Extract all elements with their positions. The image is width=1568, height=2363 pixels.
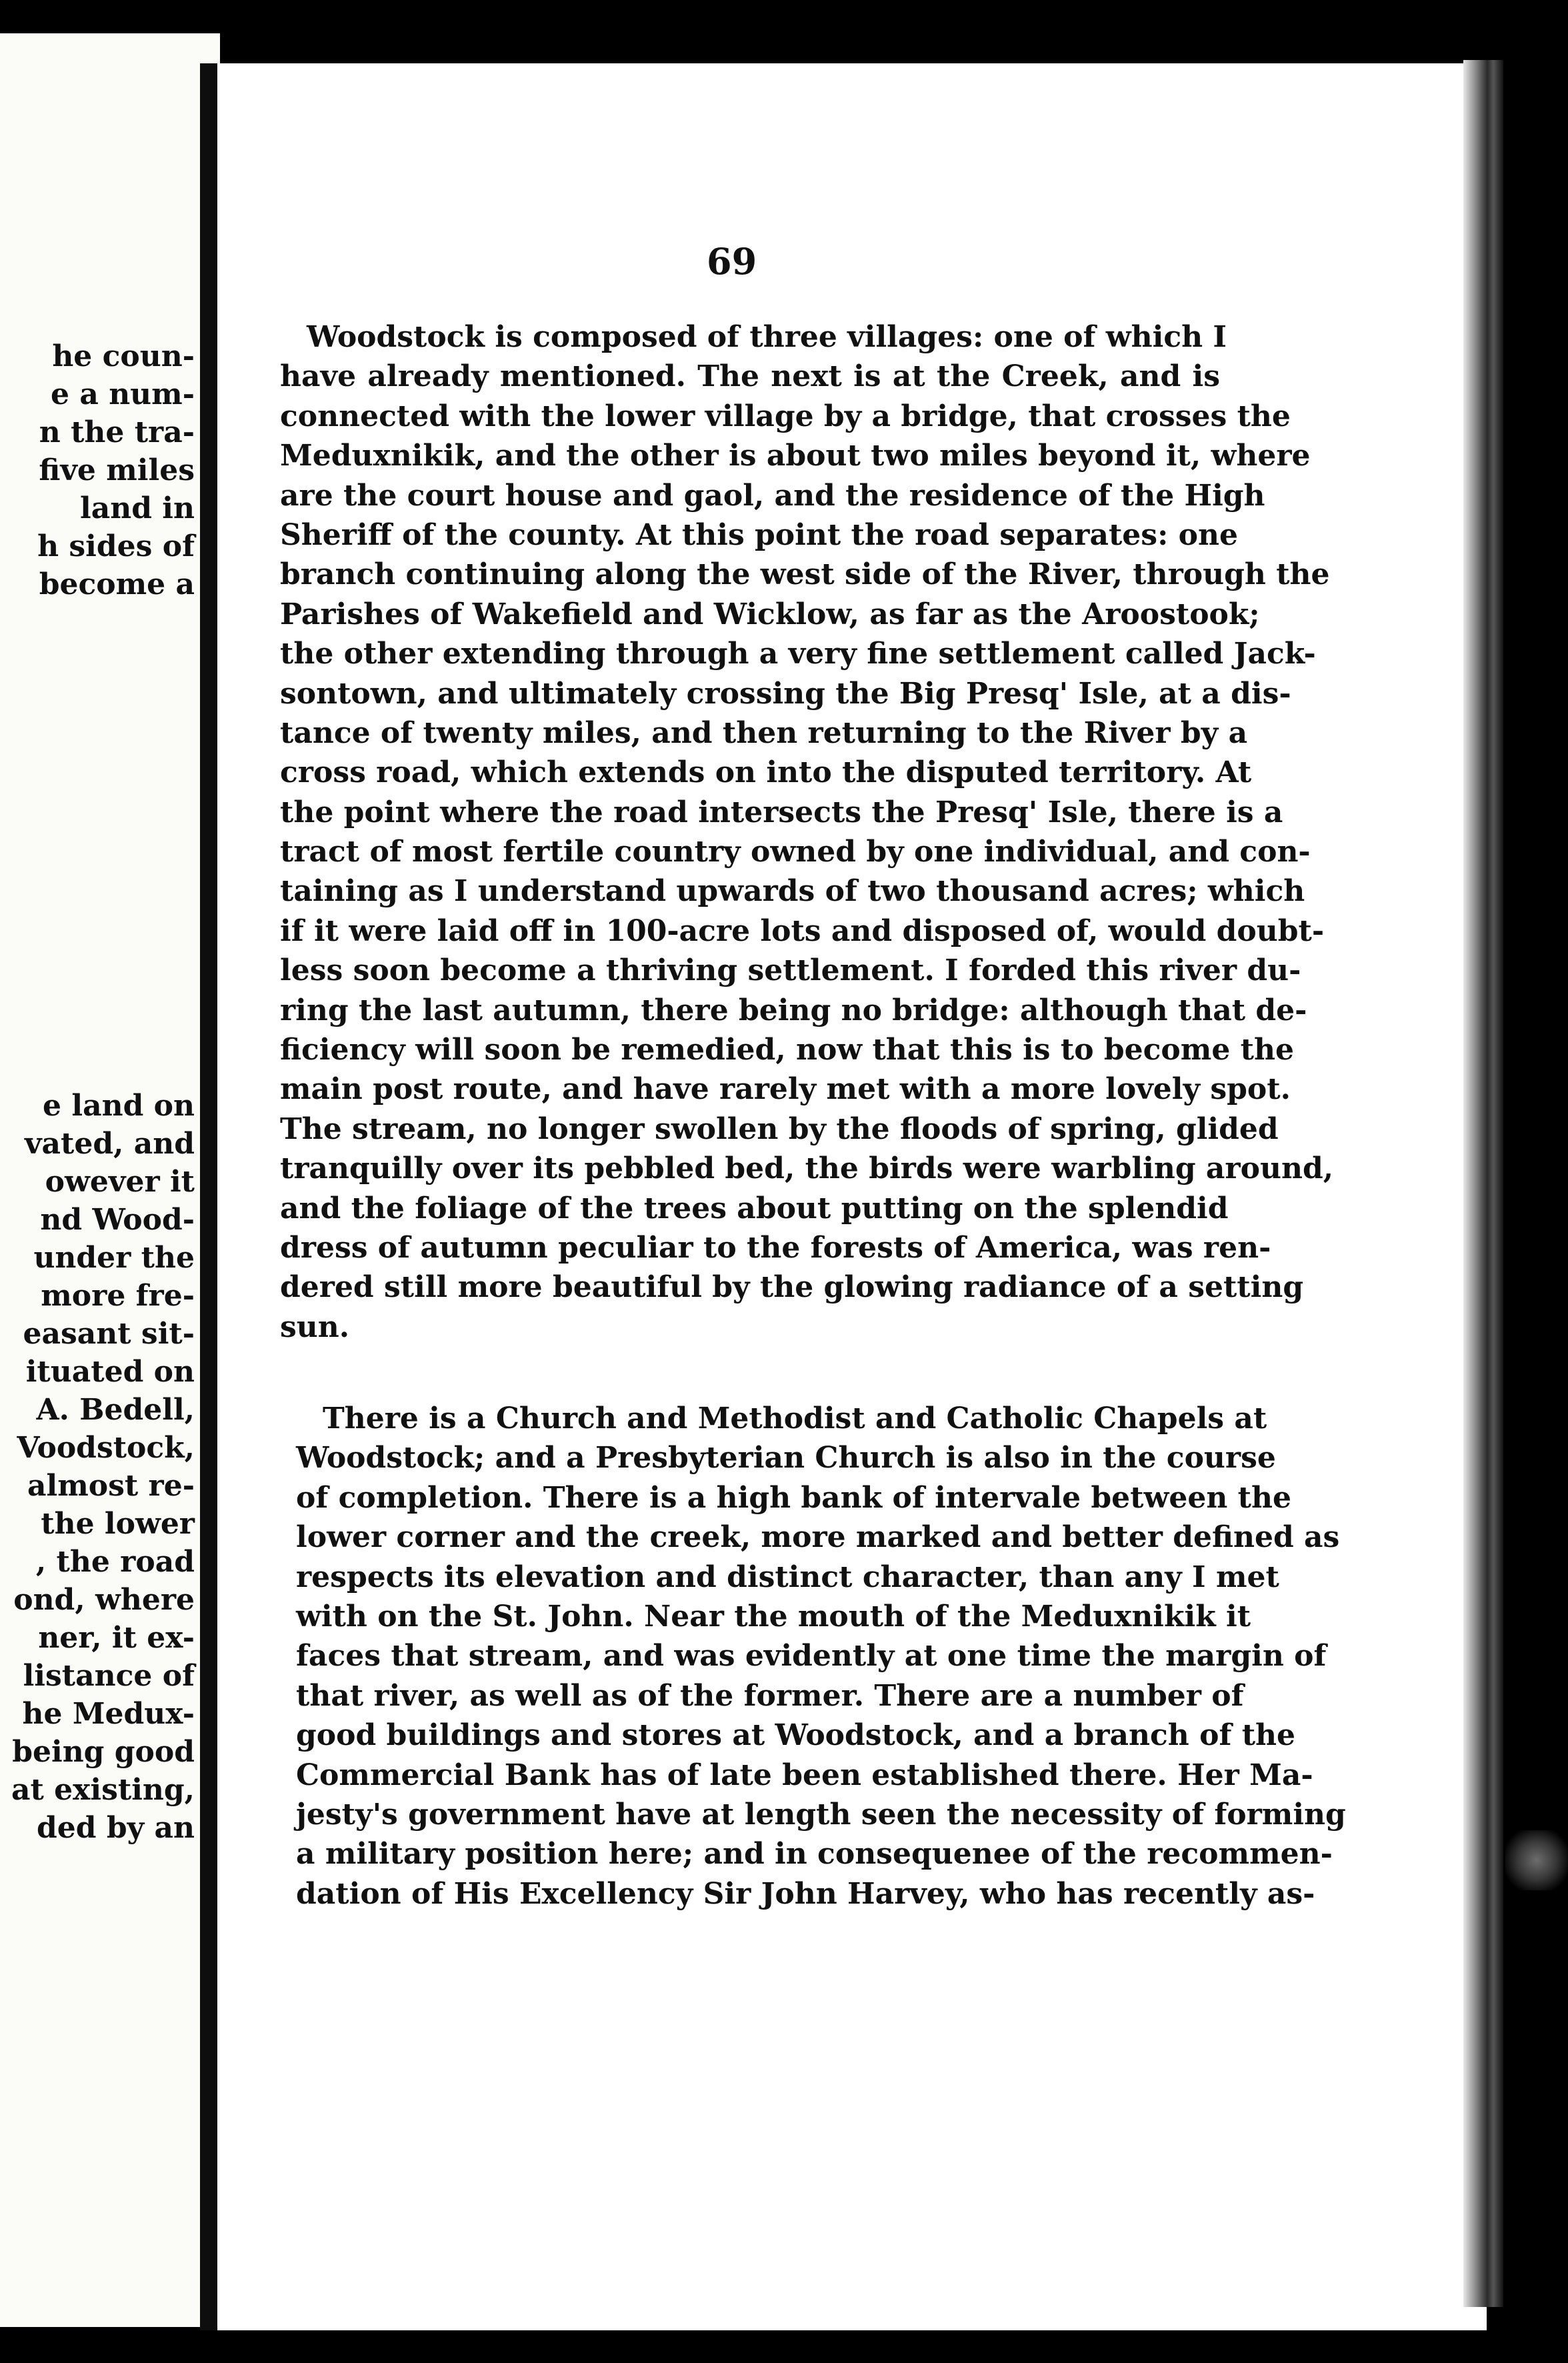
text-line: tract of most fertile country owned by one individual, and con-	[280, 835, 1311, 869]
text-line: main post route, and have rarely met with a more lovely spot.	[280, 1072, 1291, 1107]
paragraph-2	[296, 1399, 1346, 1914]
text-line: The stream, no longer swollen by the floods of spring, glided	[280, 1111, 1279, 1146]
text-line: and the foliage of the trees about putting on the splendid	[280, 1191, 1229, 1226]
text-line: have already mentioned. The next is at the Creek, and is	[280, 359, 1220, 394]
text-line: Woodstock is composed of three villages: one of which I	[307, 320, 1227, 354]
left-fragment-line: ituated on	[25, 1355, 195, 1389]
text-line: that river, as well as of the former. There are a number of	[296, 1678, 1244, 1713]
page-edge	[1463, 60, 1503, 2307]
text-line: cross road, which extends on into the disputed territory. At	[280, 755, 1252, 790]
paragraph-1	[280, 317, 1334, 1347]
left-fragment-line: n the tra-	[39, 415, 195, 449]
left-fragment-line: become a	[39, 567, 195, 601]
text-line: less soon become a thriving settlement. I forded this river du-	[280, 953, 1301, 988]
text-line: if it were laid off in 100-acre lots and disposed of, would doubt-	[280, 913, 1325, 948]
left-page-fragments-top	[0, 337, 220, 603]
text-line: tranquilly over its pebbled bed, the birds were warbling around,	[280, 1151, 1334, 1186]
text-line: the point where the road intersects the Presq' Isle, there is a	[280, 795, 1283, 829]
left-fragment-line: he Medux-	[22, 1697, 195, 1731]
left-fragment-line: vated, and	[24, 1127, 195, 1161]
left-fragment-line: ner, it ex-	[38, 1621, 195, 1655]
left-fragment-line: almost re-	[27, 1469, 195, 1503]
left-fragment-line: ded by an	[37, 1811, 195, 1845]
left-fragment-line: nd Wood-	[40, 1203, 195, 1237]
left-fragment-line: easant sit-	[23, 1317, 195, 1351]
text-line: branch continuing along the west side of the River, through the	[280, 557, 1330, 592]
left-fragment-line: owever it	[45, 1165, 195, 1199]
text-line: faces that stream, and was evidently at one time the margin of	[296, 1639, 1327, 1674]
text-line: with on the St. John. Near the mouth of the Meduxnikik it	[296, 1599, 1251, 1634]
left-fragment-line: land in	[79, 491, 195, 525]
text-line: dress of autumn peculiar to the forests of America, was ren-	[280, 1230, 1271, 1265]
left-fragment-line: the lower	[41, 1507, 195, 1541]
text-line: Woodstock; and a Presbyterian Church is also in the course	[296, 1441, 1276, 1476]
left-fragment-line: more fre-	[41, 1279, 195, 1313]
text-line: ring the last autumn, there being no bridge: although that de-	[280, 993, 1307, 1027]
text-line: sontown, and ultimately crossing the Big Presq' Isle, at a dis-	[280, 676, 1291, 711]
text-line: sun.	[280, 1310, 350, 1344]
scan-smudge	[1505, 1830, 1568, 1890]
text-line: lower corner and the creek, more marked and better defined as	[296, 1520, 1340, 1555]
left-fragment-line: listance of	[23, 1659, 195, 1693]
left-fragment-line: e land on	[43, 1089, 195, 1123]
text-line: dation of His Excellency Sir John Harvey, who has recently as-	[296, 1876, 1315, 1911]
text-line: dered still more beautiful by the glowing radiance of a setting	[280, 1270, 1304, 1305]
text-line: Sheriff of the county. At this point the road separates: one	[280, 517, 1238, 552]
left-fragment-line: he coun-	[52, 339, 195, 373]
text-line: Commercial Bank has of late been established there. Her Ma-	[296, 1758, 1313, 1792]
left-fragment-line: Voodstock,	[17, 1431, 195, 1465]
left-facing-page	[0, 33, 220, 2327]
left-fragment-line: five miles	[39, 453, 195, 487]
left-fragment-line: ond, where	[13, 1583, 195, 1617]
left-fragment-line: being good	[12, 1735, 195, 1769]
text-line: Meduxnikik, and the other is about two miles beyond it, where	[280, 439, 1311, 473]
left-page-fragments-bottom	[0, 1087, 220, 1847]
text-line: tance of twenty miles, and then returning to the River by a	[280, 715, 1248, 750]
left-fragment-line: at existing,	[11, 1773, 195, 1807]
text-line: of completion. There is a high bank of intervale between the	[296, 1480, 1291, 1515]
left-fragment-line: A. Bedell,	[36, 1393, 195, 1427]
page-number: 69	[707, 240, 757, 283]
text-line: the other extending through a very fine settlement called Jack-	[280, 637, 1316, 671]
left-fragment-line: under the	[33, 1241, 195, 1275]
text-line: respects its elevation and distinct character, than any I met	[296, 1560, 1279, 1594]
left-fragment-line: e a num-	[51, 377, 195, 411]
text-line: good buildings and stores at Woodstock, and a branch of the	[296, 1718, 1296, 1753]
text-line: are the court house and gaol, and the residence of the High	[280, 478, 1265, 513]
left-fragment-line: h sides of	[37, 529, 195, 563]
text-line: There is a Church and Methodist and Catholic Chapels at	[323, 1402, 1267, 1436]
text-line: Parishes of Wakefield and Wicklow, as far as the Aroostook;	[280, 597, 1260, 631]
text-line: connected with the lower village by a bridge, that crosses the	[280, 399, 1291, 433]
left-fragment-line: , the road	[35, 1545, 195, 1579]
text-line: taining as I understand upwards of two thousand acres; which	[280, 874, 1305, 909]
text-line: a military position here; and in consequenee of the recommen-	[296, 1837, 1333, 1872]
text-line: ficiency will soon be remedied, now that this is to become the	[280, 1033, 1294, 1067]
text-line: jesty's government have at length seen the necessity of forming	[296, 1797, 1346, 1832]
